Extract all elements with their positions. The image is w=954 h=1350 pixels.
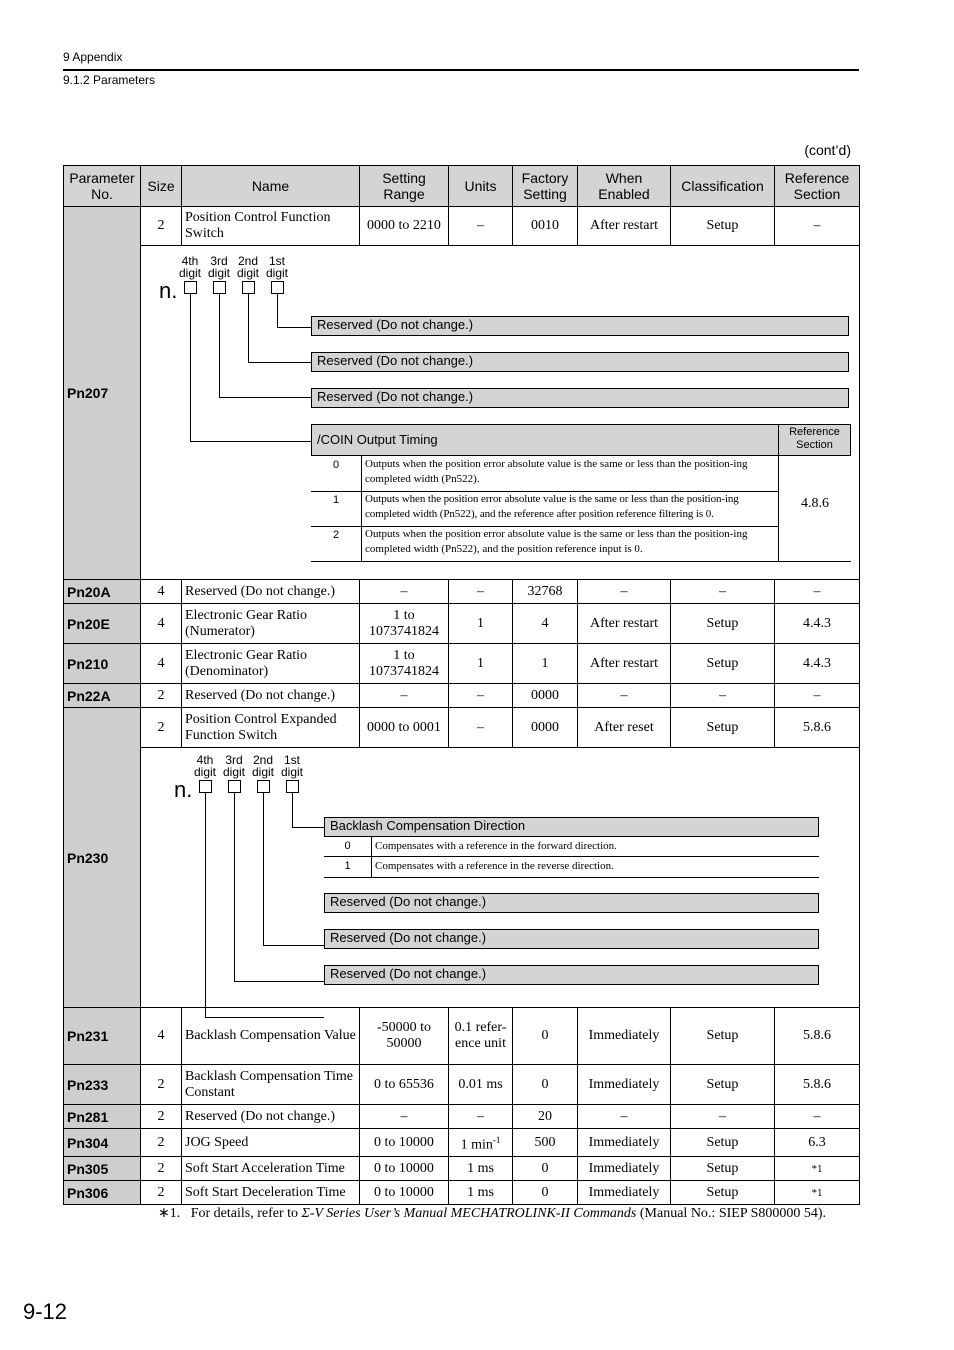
param-number: Pn207 [64, 207, 141, 580]
when-cell: After restart [578, 604, 671, 644]
units-cell: 1 ms [449, 1157, 513, 1181]
param-number: Pn210 [64, 644, 141, 684]
reserved-bar-2nd: Reserved (Do not change.) [324, 893, 819, 913]
units-cell: 1 [449, 604, 513, 644]
name-cell: Backlash Compensation Time Constant [182, 1065, 360, 1105]
class-cell: Setup [671, 207, 775, 246]
digit-box-2nd [242, 281, 255, 294]
backlash-option-value: 0 [344, 840, 351, 852]
reserved-bar-3rd: Reserved (Do not change.) [311, 388, 849, 408]
size-cell: 2 [141, 1065, 182, 1105]
footnote-prefix: For details, refer to [190, 1206, 302, 1221]
reserved-bar-2nd: Reserved (Do not change.) [311, 352, 849, 372]
name-cell: Soft Start Acceleration Time [182, 1157, 360, 1181]
footnote-manual-title: Σ-V Series User’s Manual MECHATROLINK-II Commands [301, 1206, 637, 1221]
when-cell: After restart [578, 644, 671, 684]
ref-cell: – [775, 207, 860, 246]
digit-box-1st [286, 780, 299, 793]
range-cell: -50000 to 50000 [360, 1008, 449, 1065]
ref-cell: – [775, 580, 860, 604]
reserved-bar-3rd: Reserved (Do not change.) [324, 929, 819, 949]
table-row [64, 708, 860, 748]
digit-label-2nd: 2nd digit [251, 753, 274, 779]
col-range: Setting Range [360, 166, 449, 207]
name-cell: Soft Start Deceleration Time [182, 1181, 360, 1205]
class-cell: Setup [671, 1157, 775, 1181]
param-number: Pn305 [64, 1157, 141, 1181]
table-row [64, 1008, 860, 1065]
factory-cell: 0000 [513, 708, 578, 748]
size-cell: 4 [141, 580, 182, 604]
name-cell: Reserved (Do not change.) [182, 1105, 360, 1129]
range-cell: 0 to 10000 [360, 1157, 449, 1181]
n-prefix: n. [174, 777, 193, 802]
coin-option-value: 1 [332, 494, 340, 506]
col-param-no: Parameter No. [64, 166, 141, 207]
digit-box-4th [184, 281, 197, 294]
factory-cell: 32768 [513, 580, 578, 604]
name-cell: Reserved (Do not change.) [182, 684, 360, 708]
when-cell: After restart [578, 207, 671, 246]
when-cell: Immediately [578, 1129, 671, 1157]
table-row [64, 644, 860, 684]
ref-cell: *1 [775, 1181, 860, 1205]
col-size: Size [141, 166, 182, 207]
col-units: Units [449, 166, 513, 207]
units-cell: – [449, 207, 513, 246]
size-cell: 2 [141, 207, 182, 246]
class-cell: Setup [671, 1181, 775, 1205]
ref-cell: 5.8.6 [775, 1008, 860, 1065]
when-cell: Immediately [578, 1065, 671, 1105]
page-number: 9-12 [23, 1299, 68, 1324]
when-cell: Immediately [578, 1157, 671, 1181]
table-row [64, 604, 860, 644]
section-header: 9.1.2 Parameters [63, 73, 156, 87]
name-cell: Position Control Function Switch [182, 207, 360, 246]
pn230-digit-diagram [141, 748, 860, 1008]
ref-cell: 6.3 [775, 1129, 860, 1157]
size-cell: 2 [141, 1105, 182, 1129]
n-prefix: n. [159, 278, 178, 303]
digit-box-3rd [213, 281, 226, 294]
col-name: Name [182, 166, 360, 207]
when-cell: After reset [578, 708, 671, 748]
backlash-option-text: Compensates with a reference in the forward direction. [375, 840, 617, 852]
range-cell: – [360, 580, 449, 604]
ref-cell: 4.4.3 [775, 604, 860, 644]
backlash-option-text: Compensates with a reference in the reverse direction. [375, 860, 614, 872]
size-cell: 2 [141, 1129, 182, 1157]
units-cell: 1 ms [449, 1181, 513, 1205]
coin-option-text: Outputs when the position error absolute value is the same or less than the position-ing completed width (Pn522), and the reference after position reference filtering is 0. [365, 493, 739, 520]
units-cell: – [449, 580, 513, 604]
name-cell: Backlash Compensation Value [182, 1008, 360, 1065]
units-cell: 1 $\min^{-1}$ [449, 1129, 513, 1157]
digit-label-1st: 1st digit [280, 753, 303, 779]
range-cell: 0 to 10000 [360, 1129, 449, 1157]
size-cell: 2 [141, 1157, 182, 1181]
footnote [158, 1205, 826, 1222]
range-cell: 0 to 10000 [360, 1181, 449, 1205]
when-cell: – [578, 580, 671, 604]
name-cell: JOG Speed [182, 1129, 360, 1157]
class-cell: – [671, 580, 775, 604]
header-rule [63, 69, 859, 71]
class-cell: Setup [671, 1008, 775, 1065]
digit-box-4th [199, 780, 212, 793]
digit-box-1st [271, 281, 284, 294]
ref-cell: 5.8.6 [775, 1065, 860, 1105]
parameter-table [63, 165, 860, 1205]
continued-label: (cont’d) [804, 142, 851, 158]
table-row [64, 1105, 860, 1129]
size-cell: 2 [141, 684, 182, 708]
reserved-bar-1st: Reserved (Do not change.) [311, 316, 849, 336]
coin-option-text: Outputs when the position error absolute value is the same or less than the position-ing completed width (Pn522). [365, 458, 748, 485]
factory-cell: 0 [513, 1157, 578, 1181]
digit-label-1st: 1st digit [265, 254, 288, 280]
range-cell: 1 to 1073741824 [360, 604, 449, 644]
ref-cell: *1 [775, 1157, 860, 1181]
units-cell: – [449, 684, 513, 708]
col-when: When Enabled [578, 166, 671, 207]
size-cell: 4 [141, 644, 182, 684]
table-row [64, 1181, 860, 1205]
range-cell: – [360, 1105, 449, 1129]
class-cell: Setup [671, 1065, 775, 1105]
col-classification: Classification [671, 166, 775, 207]
digit-box-3rd [228, 780, 241, 793]
units-cell: 0.1 refer-ence unit [449, 1008, 513, 1065]
col-reference: Reference Section [775, 166, 860, 207]
units-cell: 0.01 ms [449, 1065, 513, 1105]
range-cell: 1 to 1073741824 [360, 644, 449, 684]
table-row [64, 580, 860, 604]
digit-label-4th: 4th digit [193, 753, 216, 779]
name-cell: Position Control Expanded Function Switch [182, 708, 360, 748]
param-number: Pn306 [64, 1181, 141, 1205]
name-cell: Electronic Gear Ratio (Denominator) [182, 644, 360, 684]
when-cell: – [578, 684, 671, 708]
param-number: Pn22A [64, 684, 141, 708]
digit-label-2nd: 2nd digit [236, 254, 259, 280]
table-row [64, 684, 860, 708]
range-cell: 0 to 65536 [360, 1065, 449, 1105]
factory-cell: 0 [513, 1008, 578, 1065]
factory-cell: 0 [513, 1065, 578, 1105]
param-number: Pn20A [64, 580, 141, 604]
col-factory: Factory Setting [513, 166, 578, 207]
table-row [64, 1065, 860, 1105]
when-cell: Immediately [578, 1008, 671, 1065]
coin-option-value: 2 [332, 529, 340, 541]
param-number: Pn304 [64, 1129, 141, 1157]
table-header-row [64, 166, 860, 207]
class-cell: Setup [671, 708, 775, 748]
units-cell: – [449, 708, 513, 748]
factory-cell: 0 [513, 1181, 578, 1205]
range-cell: 0000 to 2210 [360, 207, 449, 246]
when-cell: Immediately [578, 1181, 671, 1205]
chapter-header: 9 Appendix [63, 50, 123, 64]
size-cell: 4 [141, 604, 182, 644]
coin-ref-value: 4.8.6 [801, 496, 829, 511]
class-cell: – [671, 1105, 775, 1129]
backlash-option-value: 1 [344, 860, 351, 872]
factory-cell: 1 [513, 644, 578, 684]
size-cell: 2 [141, 708, 182, 748]
footnote-mark: ∗1. [158, 1206, 181, 1221]
factory-cell: 4 [513, 604, 578, 644]
coin-option-text: Outputs when the position error absolute value is the same or less than the position-ing completed width (Pn522), and the position reference input is 0. [365, 528, 748, 555]
range-cell: – [360, 684, 449, 708]
table-row [64, 1129, 860, 1157]
param-number: Pn233 [64, 1065, 141, 1105]
class-cell: Setup [671, 644, 775, 684]
backlash-direction-title: Backlash Compensation Direction [324, 817, 819, 837]
param-number: Pn281 [64, 1105, 141, 1129]
name-cell: Reserved (Do not change.) [182, 580, 360, 604]
range-cell: 0000 to 0001 [360, 708, 449, 748]
table-row [64, 207, 860, 246]
diagram-row [64, 246, 860, 580]
pn207-digit-diagram [141, 246, 860, 580]
factory-cell: 500 [513, 1129, 578, 1157]
class-cell: Setup [671, 604, 775, 644]
ref-cell: 5.8.6 [775, 708, 860, 748]
coin-ref-label: Reference Section [778, 424, 851, 456]
reserved-bar-4th: Reserved (Do not change.) [324, 965, 819, 985]
digit-label-3rd: 3rd digit [222, 753, 245, 779]
ref-cell: – [775, 684, 860, 708]
diagram-row [64, 748, 860, 1008]
coin-output-title: /COIN Output Timing [311, 424, 779, 456]
digit-box-2nd [257, 780, 270, 793]
factory-cell: 0000 [513, 684, 578, 708]
coin-option-value: 0 [332, 459, 340, 471]
ref-cell: – [775, 1105, 860, 1129]
param-number: Pn231 [64, 1008, 141, 1065]
name-cell: Electronic Gear Ratio (Numerator) [182, 604, 360, 644]
digit-label-4th: 4th digit [178, 254, 201, 280]
factory-cell: 20 [513, 1105, 578, 1129]
class-cell: – [671, 684, 775, 708]
units-cell: 1 [449, 644, 513, 684]
footnote-suffix: (Manual No.: SIEP S800000 54). [636, 1206, 827, 1221]
size-cell: 4 [141, 1008, 182, 1065]
param-number: Pn20E [64, 604, 141, 644]
ref-cell: 4.4.3 [775, 644, 860, 684]
when-cell: – [578, 1105, 671, 1129]
param-number: Pn230 [64, 708, 141, 1008]
class-cell: Setup [671, 1129, 775, 1157]
digit-label-3rd: 3rd digit [207, 254, 230, 280]
table-row [64, 1157, 860, 1181]
size-cell: 2 [141, 1181, 182, 1205]
factory-cell: 0010 [513, 207, 578, 246]
units-cell: – [449, 1105, 513, 1129]
